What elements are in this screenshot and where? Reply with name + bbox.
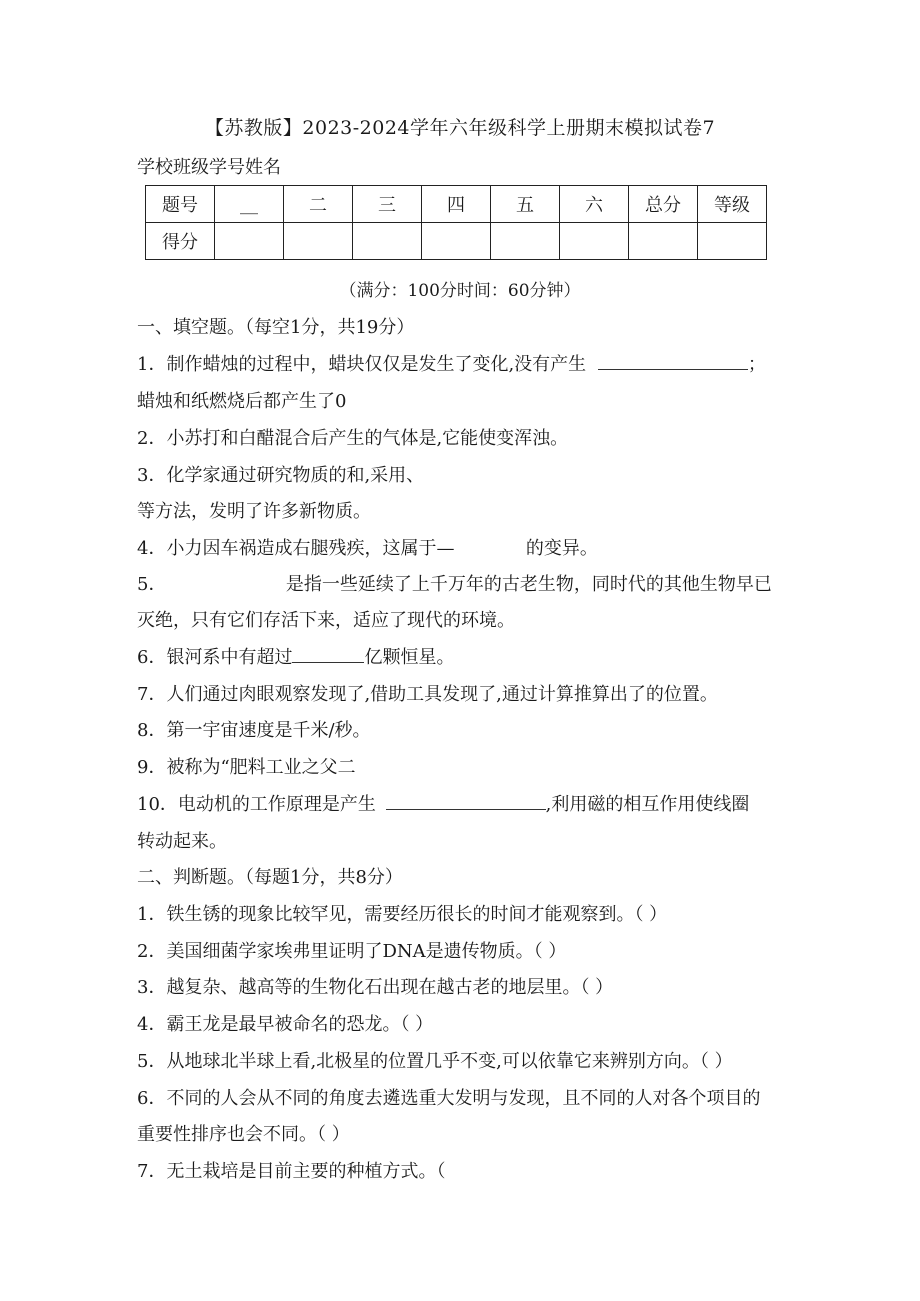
judge-question-4: 4．霸王龙是最早被命名的恐龙。（ ） bbox=[137, 1014, 434, 1035]
score-header-cell: 等级 bbox=[698, 186, 767, 223]
exam-info: （满分：100分时间：60分钟） bbox=[339, 281, 581, 301]
question-9: 9．被称为“肥料工业之父二 bbox=[137, 757, 356, 778]
question-text: 6．银河系中有超过 bbox=[137, 647, 293, 668]
score-header-cell: __ bbox=[215, 186, 284, 223]
question-10-line-2: 转动起来。 bbox=[137, 831, 227, 852]
answer-blank[interactable] bbox=[598, 351, 748, 370]
question-text: 是指一些延续了上千万年的古老生物，同时代的其他生物早已 bbox=[285, 574, 772, 595]
score-header-cell: 四 bbox=[422, 186, 491, 223]
score-input-cell[interactable] bbox=[353, 223, 422, 260]
score-input-cell[interactable] bbox=[491, 223, 560, 260]
question-text: 1．制作蜡烛的过程中，蜡块仅仅是发生了变化,没有产生 bbox=[137, 354, 587, 375]
question-text: ,利用磁的相互作用使线圈 bbox=[545, 794, 750, 815]
question-1-line-1 bbox=[137, 350, 766, 376]
question-2: 2．小苏打和白醋混合后产生的气体是,它能使变浑浊。 bbox=[137, 428, 569, 449]
score-header-cell: 二 bbox=[284, 186, 353, 223]
answer-blank[interactable] bbox=[386, 791, 546, 810]
question-text: 的变异。 bbox=[525, 538, 598, 559]
exam-title: 【苏教版】2023-2024学年六年级科学上册期末模拟试卷7 bbox=[204, 117, 716, 139]
judge-question-3: 3．越复杂、越高等的生物化石出现在越古老的地层里。（ ） bbox=[137, 977, 614, 998]
judge-question-6-line-1: 6．不同的人会从不同的角度去遴选重大发明与发现，且不同的人对各个项目的 bbox=[137, 1088, 761, 1109]
score-input-cell[interactable] bbox=[560, 223, 629, 260]
score-table-score-row bbox=[146, 223, 767, 260]
section2-heading: 二、判断题。（每题1分，共8分） bbox=[137, 867, 403, 888]
question-5-line-2: 灭绝，只有它们存活下来，适应了现代的环境。 bbox=[137, 610, 515, 631]
judge-question-1: 1．铁生锈的现象比较罕见，需要经历很长的时间才能观察到。（ ） bbox=[137, 904, 668, 925]
score-header-cell: 总分 bbox=[629, 186, 698, 223]
score-header-cell: 三 bbox=[353, 186, 422, 223]
answer-blank[interactable] bbox=[292, 644, 364, 663]
score-header-cell: 六 bbox=[560, 186, 629, 223]
score-input-cell[interactable] bbox=[215, 223, 284, 260]
question-text: 4．小力因车祸造成右腿残疾，这属于— bbox=[137, 538, 455, 559]
score-header-cell: 题号 bbox=[146, 186, 215, 223]
score-input-cell[interactable] bbox=[422, 223, 491, 260]
judge-question-7: 7．无土栽培是目前主要的种植方式。（ bbox=[137, 1161, 446, 1182]
score-input-cell[interactable] bbox=[629, 223, 698, 260]
question-number: 5． bbox=[137, 574, 167, 595]
question-7: 7．人们通过肉眼观察发现了,借助工具发现了,通过计算推算出了的位置。 bbox=[137, 684, 718, 705]
section1-heading: 一、填空题。（每空1分，共19分） bbox=[137, 317, 415, 338]
judge-question-2: 2．美国细菌学家埃弗里证明了DNA是遗传物质。（ ） bbox=[137, 941, 567, 962]
judge-question-6-line-2: 重要性排序也会不同。（ ） bbox=[137, 1124, 350, 1145]
question-8: 8．第一宇宙速度是千米/秒。 bbox=[137, 720, 371, 741]
score-header-cell: 五 bbox=[491, 186, 560, 223]
question-3-line-2: 等方法，发明了许多新物质。 bbox=[137, 501, 371, 522]
question-10-line-1 bbox=[137, 790, 749, 816]
question-3-line-1: 3．化学家通过研究物质的和,采用、 bbox=[137, 465, 425, 486]
score-input-cell[interactable] bbox=[284, 223, 353, 260]
question-4 bbox=[137, 534, 598, 560]
question-6 bbox=[137, 643, 454, 669]
question-5-line-1 bbox=[137, 570, 772, 596]
question-text: 10．电动机的工作原理是产生 bbox=[137, 794, 376, 815]
student-info-line: 学校班级学号姓名 bbox=[137, 157, 281, 178]
question-text: ； bbox=[747, 354, 766, 375]
score-table bbox=[145, 185, 767, 260]
judge-question-5: 5．从地球北半球上看,北极星的位置几乎不变,可以依靠它来辨别方向。（ ） bbox=[137, 1051, 733, 1072]
score-input-cell[interactable] bbox=[698, 223, 767, 260]
question-text: 亿颗恒星。 bbox=[364, 647, 455, 668]
score-row-label: 得分 bbox=[146, 223, 215, 260]
question-1-line-2: 蜡烛和纸燃烧后都产生了0 bbox=[137, 391, 347, 412]
score-table-header-row bbox=[146, 186, 767, 223]
